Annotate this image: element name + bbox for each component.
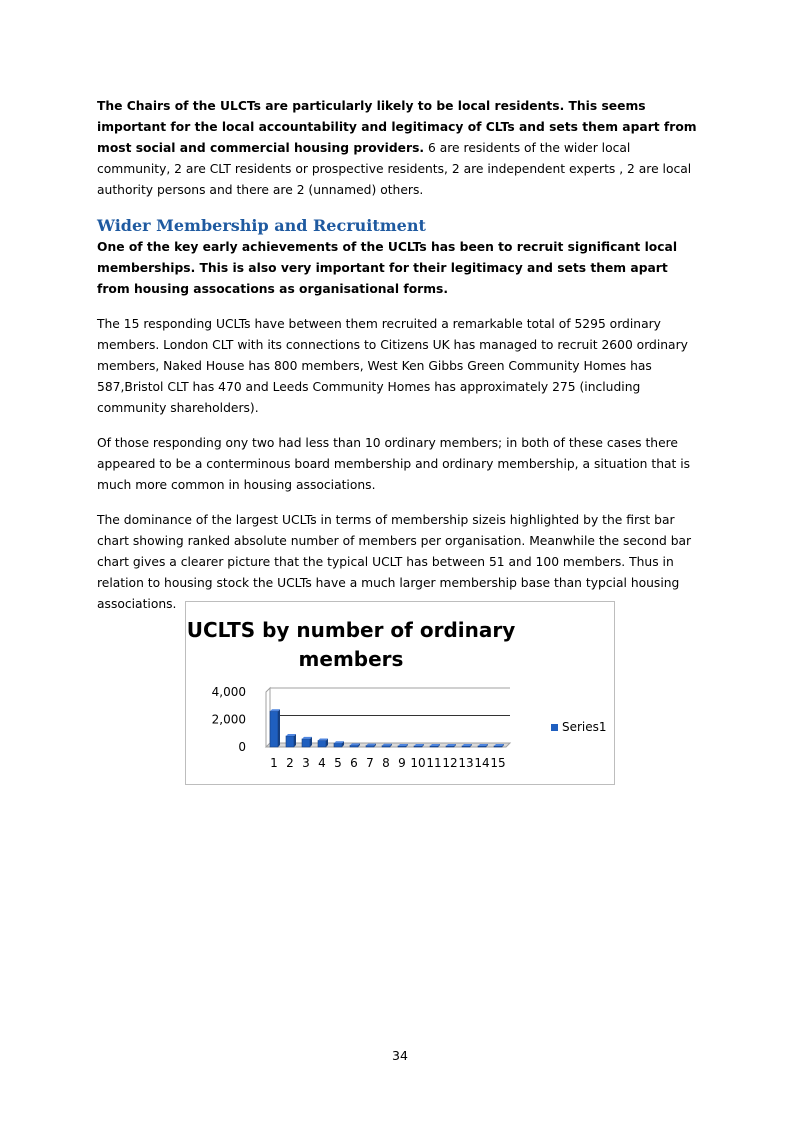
bar-side bbox=[278, 709, 280, 747]
bar-front bbox=[286, 736, 294, 747]
bar-front bbox=[446, 746, 454, 747]
bar-front bbox=[270, 711, 278, 747]
x-tick-label: 8 bbox=[382, 756, 390, 770]
page-number: 34 bbox=[392, 1048, 408, 1063]
paragraph-small-memberships: Of those responding ony two had less than 10 ordinary members; in both of these cases there appeared to be a conterminous board membership and ordinary membership, a situation that is much more common in housing associations. bbox=[97, 436, 691, 492]
paragraph-chart-intro: The dominance of the largest UCLTs in terms of membership sizeis highlighted by the first bar chart showing ranked absolute number of members per organisation. Meanwhile the second bar chart gives a clearer picture that the typical UCLT has between 51 and 100 members. Thus in relation to housing stock the UCLTs have a much larger membership base than typcial housing associations. bbox=[97, 513, 692, 611]
bar-2 bbox=[286, 734, 296, 747]
paragraph-chairs-bold: The Chairs of the ULCTs are particularly likely to be local residents. This seems important for the local accountability and legitimacy of CLTs and sets them apart from most social and commercial housing providers. bbox=[97, 99, 697, 155]
x-tick-label: 9 bbox=[398, 756, 406, 770]
y-tick-label: 2,000 bbox=[211, 712, 246, 727]
y-tick-label: 0 bbox=[238, 740, 246, 754]
bar-4 bbox=[318, 739, 328, 747]
chart-container bbox=[185, 601, 615, 785]
chart-side-wall bbox=[266, 688, 270, 747]
bar-5 bbox=[334, 741, 344, 747]
bar-side bbox=[294, 734, 296, 747]
chart-title-line1: UCLTS by number of ordinary bbox=[186, 618, 516, 642]
bar-front bbox=[318, 741, 326, 747]
x-tick-label: 10 bbox=[410, 756, 426, 770]
x-tick-label: 7 bbox=[366, 756, 374, 770]
chart-title-line2: members bbox=[298, 647, 404, 671]
legend-swatch bbox=[551, 724, 558, 731]
x-tick-label: 3 bbox=[302, 756, 310, 770]
chart-plot bbox=[186, 602, 614, 784]
x-tick-label: 5 bbox=[334, 756, 342, 770]
x-tick-label: 12 bbox=[442, 756, 458, 770]
x-tick-label: 11 bbox=[426, 756, 442, 770]
bar-6 bbox=[350, 743, 360, 747]
bar-front bbox=[382, 746, 390, 747]
legend-label: Series1 bbox=[562, 720, 607, 734]
section-heading: Wider Membership and Recruitment bbox=[97, 216, 426, 235]
bar-front bbox=[414, 746, 422, 747]
bar-front bbox=[334, 743, 342, 747]
chart-legend bbox=[551, 720, 607, 734]
x-tick-label: 13 bbox=[458, 756, 474, 770]
paragraph-chairs-rest: 6 are residents of the wider local community, 2 are CLT residents or prospective residents, 2 are independent experts , 2 are local authority persons and there are 2 (unnamed) others. bbox=[97, 141, 692, 197]
x-tick-label: 15 bbox=[490, 756, 506, 770]
bar-front bbox=[430, 746, 438, 747]
x-tick-label: 2 bbox=[286, 756, 294, 770]
paragraph-membership-totals: The 15 responding UCLTs have between them recruited a remarkable total of 5295 ordinary members. London CLT with its connections to Citizens UK has managed to recruit 2600 ordinary members, Naked House has 800 members, West Ken Gibbs Green Community Homes has 587,Bristol CLT has 470 and Leeds Community Homes has approximately 275 (including community shareholders). bbox=[97, 317, 688, 415]
page-content bbox=[97, 96, 703, 629]
x-tick-label: 6 bbox=[350, 756, 358, 770]
bar-front bbox=[350, 745, 358, 747]
x-tick-label: 4 bbox=[318, 756, 326, 770]
bar-front bbox=[478, 746, 486, 747]
paragraph-chairs bbox=[97, 96, 703, 201]
x-tick-label: 14 bbox=[474, 756, 490, 770]
bar-1 bbox=[270, 709, 280, 747]
paragraph-lead: One of the key early achievements of the UCLTs has been to recruit significant local memberships. This is also very important for their legitimacy and sets them apart from housing assocations as organisational forms. bbox=[97, 240, 678, 296]
bar-front bbox=[462, 746, 470, 747]
x-tick-label: 1 bbox=[270, 756, 278, 770]
y-tick-label: 4,000 bbox=[211, 685, 246, 699]
bar-7 bbox=[366, 744, 376, 747]
bar-front bbox=[366, 746, 374, 747]
bar-front bbox=[398, 746, 406, 747]
bar-front bbox=[302, 739, 310, 747]
bar-3 bbox=[302, 737, 312, 747]
bar-front bbox=[494, 746, 502, 747]
